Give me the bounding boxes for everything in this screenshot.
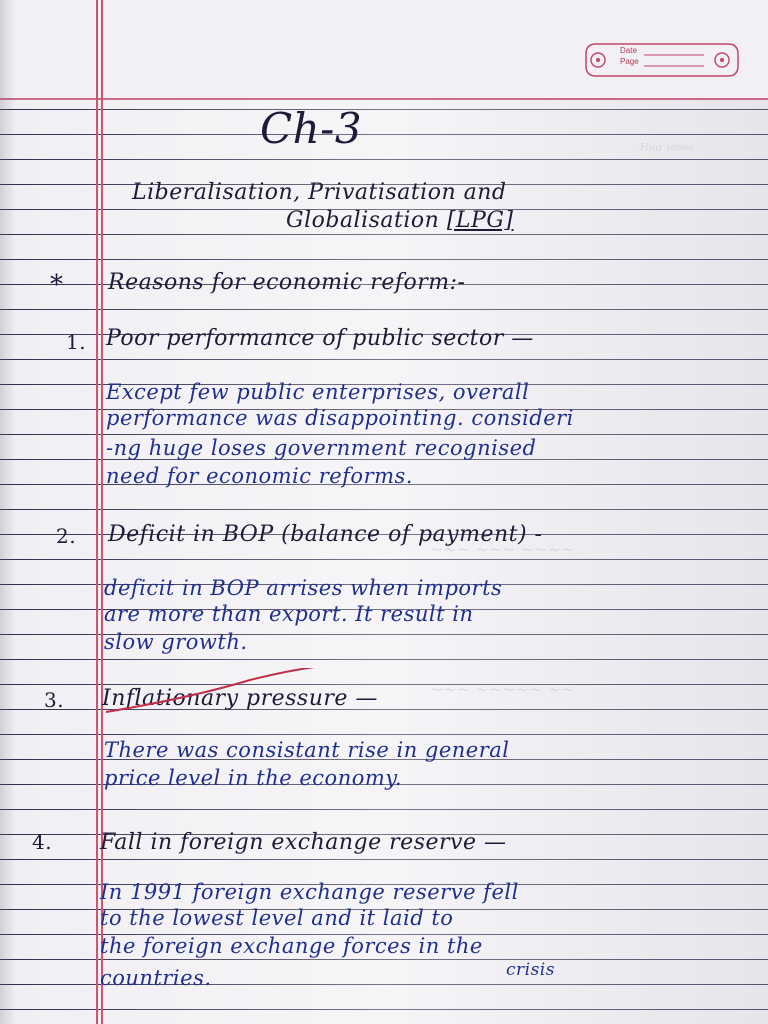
show-through-text: ~~~ ~~~~~ ~~: [430, 680, 575, 699]
point-heading: Fall in foreign exchange reserve —: [100, 830, 507, 855]
point-body-line: performance was disappointing. consideri: [106, 406, 574, 430]
page-label: Page: [620, 57, 639, 66]
point-body-line: countries.: [100, 966, 212, 990]
show-through-text: ~~~ ~~~ ~~~~: [430, 540, 575, 559]
point-body-line: need for economic reforms.: [106, 464, 413, 488]
point-body-line: slow growth.: [104, 630, 248, 654]
section-heading: Reasons for economic reform:-: [108, 270, 466, 295]
asterisk-bullet: *: [50, 270, 64, 300]
point-number: 3.: [44, 688, 65, 712]
point-body-line: price level in the economy.: [104, 766, 403, 790]
point-body-line: are more than export. It result in: [104, 602, 474, 626]
point-heading: Deficit in BOP (balance of payment) -: [108, 522, 543, 547]
point-heading: Inflationary pressure —: [102, 686, 378, 711]
left-margin-line-2: [101, 0, 103, 1024]
point-body-line: deficit in BOP arrises when imports: [104, 576, 503, 600]
point-number: 2.: [56, 524, 77, 548]
point-body-line: There was consistant rise in general: [104, 738, 510, 762]
left-margin-line: [96, 0, 98, 1024]
show-through-text: ᴴᵘᵍ ˡᵒˢᵉˢ: [640, 140, 694, 159]
subtitle-tag: [LPG]: [446, 208, 514, 233]
scroll-frame-icon: [582, 40, 742, 80]
subtitle-line-1: Liberalisation, Privatisation and: [132, 180, 507, 205]
inserted-annotation: crisis: [506, 960, 555, 980]
point-number: 4.: [32, 830, 53, 854]
point-body-line: -ng huge loses government recognised: [106, 436, 537, 460]
subtitle-globalisation: Globalisation: [286, 208, 440, 233]
chapter-title: Ch-3: [260, 104, 363, 153]
point-body-line: Except few public enterprises, overall: [106, 380, 530, 404]
page-shadow: [0, 0, 16, 1024]
point-body-line: to the lowest level and it laid to: [100, 906, 454, 930]
point-body-line: the foreign exchange forces in the: [100, 934, 483, 958]
top-margin-rule: [0, 98, 768, 100]
subtitle-line-2: [286, 208, 513, 233]
point-body-line: In 1991 foreign exchange reserve fell: [100, 880, 519, 904]
red-underline-mark: [100, 668, 330, 718]
date-label: Date: [620, 46, 637, 55]
date-page-box: [582, 40, 742, 80]
point-heading: Poor performance of public sector —: [106, 326, 534, 351]
point-number: 1.: [66, 330, 87, 354]
